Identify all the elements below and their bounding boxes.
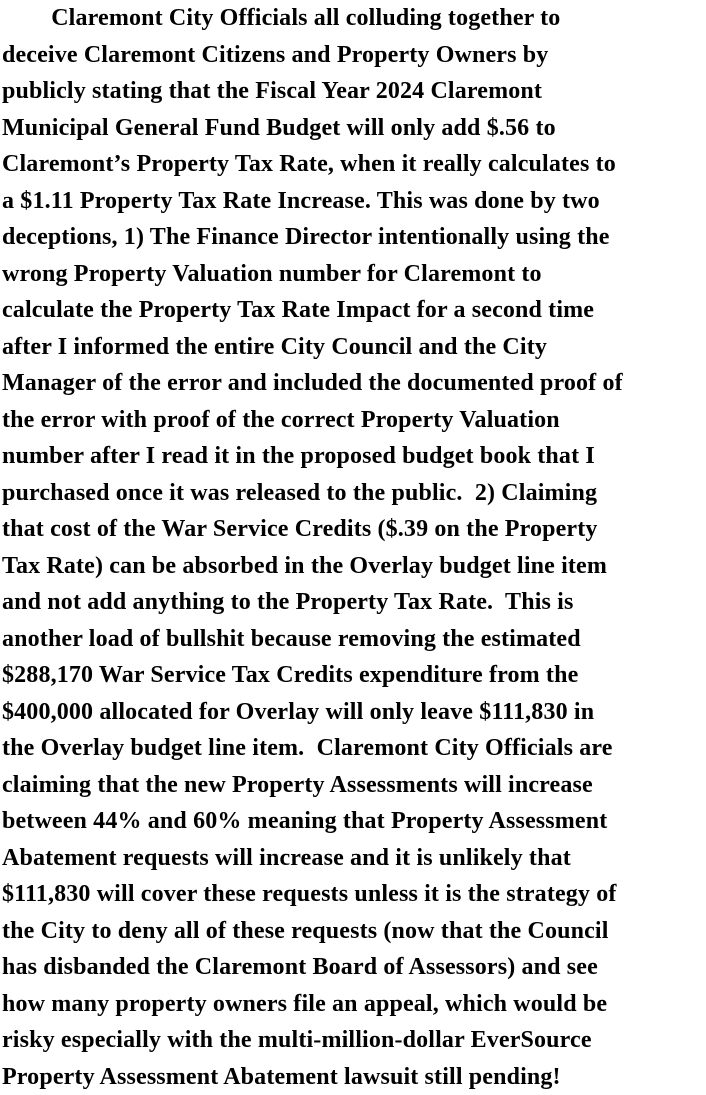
text-line: $111,830 will cover these requests unless it is the strategy of [2,876,706,913]
text-line: Property Assessment Abatement lawsuit still pending! [2,1059,706,1095]
text-line: publicly stating that the Fiscal Year 2024 Claremont [2,73,706,110]
text-line: risky especially with the multi-million-dollar EverSource [2,1022,706,1059]
text-line: Manager of the error and included the documented proof of [2,365,706,402]
paragraph-body [2,0,706,1095]
text-line: another load of bullshit because removing the estimated [2,621,706,658]
text-line: and not add anything to the Property Tax Rate. This is [2,584,706,621]
text-line: calculate the Property Tax Rate Impact for a second time [2,292,706,329]
text-line: Claremont City Officials all colluding together to [2,0,706,37]
text-line: claiming that the new Property Assessments will increase [2,767,706,804]
text-line: that cost of the War Service Credits ($.39 on the Property [2,511,706,548]
text-line: after I informed the entire City Council and the City [2,329,706,366]
text-line: Municipal General Fund Budget will only add $.56 to [2,110,706,147]
text-line: the City to deny all of these requests (now that the Council [2,913,706,950]
text-line: wrong Property Valuation number for Claremont to [2,256,706,293]
text-line: deceive Claremont Citizens and Property Owners by [2,37,706,74]
text-line: has disbanded the Claremont Board of Assessors) and see [2,949,706,986]
text-line: $288,170 War Service Tax Credits expenditure from the [2,657,706,694]
text-line: a $1.11 Property Tax Rate Increase. This was done by two [2,183,706,220]
text-line: Claremont’s Property Tax Rate, when it really calculates to [2,146,706,183]
text-line: how many property owners file an appeal, which would be [2,986,706,1023]
text-line: between 44% and 60% meaning that Property Assessment [2,803,706,840]
text-line: $400,000 allocated for Overlay will only leave $111,830 in [2,694,706,731]
text-line: deceptions, 1) The Finance Director intentionally using the [2,219,706,256]
text-line: the error with proof of the correct Property Valuation [2,402,706,439]
text-line: Tax Rate) can be absorbed in the Overlay budget line item [2,548,706,585]
text-line: number after I read it in the proposed budget book that I [2,438,706,475]
text-line: Abatement requests will increase and it is unlikely that [2,840,706,877]
text-line: the Overlay budget line item. Claremont City Officials are [2,730,706,767]
text-line: purchased once it was released to the public. 2) Claiming [2,475,706,512]
